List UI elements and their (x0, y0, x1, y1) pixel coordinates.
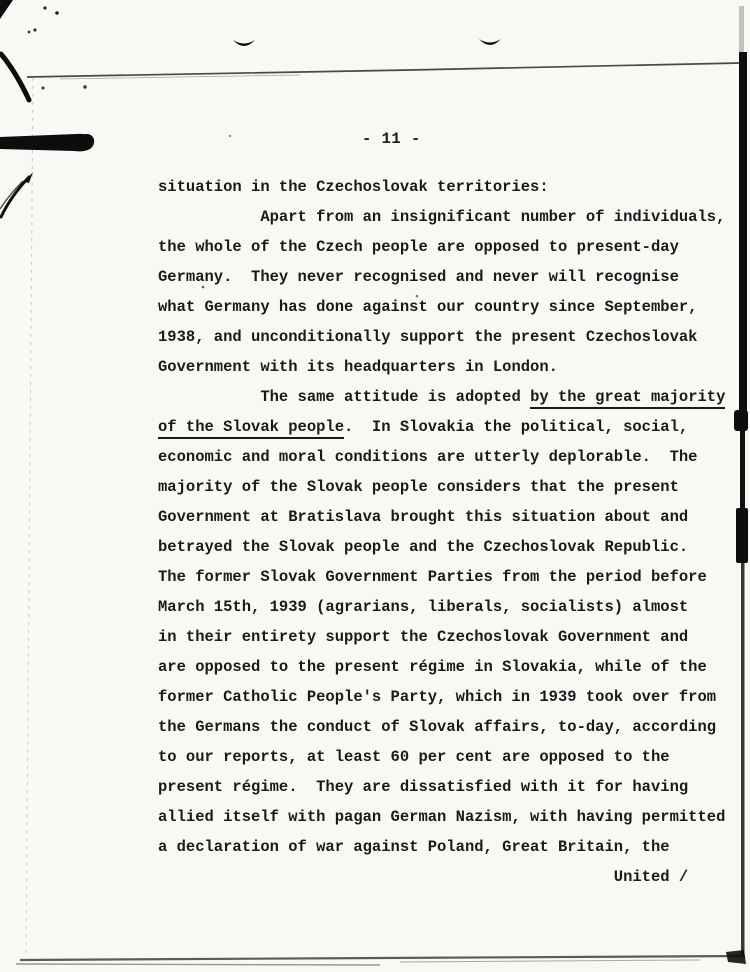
text-line (158, 742, 743, 772)
edge-stroke-mark (1, 54, 29, 100)
text-segment: betrayed the Slovak people and the Czechoslovak Republic. (158, 538, 689, 556)
text-line (158, 712, 743, 742)
text-segment: Government at Bratislava brought this situation about and (158, 508, 689, 526)
hook-mark (0, 181, 23, 209)
speck (33, 28, 36, 31)
binding-crescent-mark (233, 40, 255, 46)
text-segment: what Germany has done against our country since September, (158, 298, 698, 316)
bottom-scan-line (20, 956, 745, 960)
speck (42, 87, 45, 90)
speck (83, 85, 86, 88)
page-number: - 11 - (362, 130, 421, 148)
page-edge-line (26, 78, 33, 956)
fold-line (27, 63, 740, 77)
text-segment: Germany. They never recognised and never will recognise (158, 268, 679, 286)
text-segment: United / (158, 868, 689, 886)
speck (55, 11, 59, 15)
fold-line-shadow (60, 75, 300, 79)
ink-blob-mark (0, 134, 94, 151)
text-segment: economic and moral conditions are utterly deplorable. The (158, 448, 698, 466)
speck (229, 135, 231, 137)
corner-tear-mark (0, 0, 13, 19)
text-line (158, 382, 743, 412)
text-line (158, 472, 743, 502)
text-segment: Government with its headquarters in London. (158, 358, 558, 376)
text-segment: the Germans the conduct of Slovak affairs, to-day, according (158, 718, 717, 736)
text-line (158, 292, 743, 322)
underlined-text: of the Slovak people (158, 418, 344, 439)
text-segment: a declaration of war against Poland, Great Britain, the (158, 838, 670, 856)
text-segment: to our reports, at least 60 per cent are opposed to the (158, 748, 670, 766)
text-segment: majority of the Slovak people considers that the present (158, 478, 679, 496)
text-segment: . In Slovakia the political, social, (344, 418, 689, 436)
text-line (158, 352, 743, 382)
text-segment: 1938, and unconditionally support the present Czechoslovak (158, 328, 698, 346)
text-line (158, 802, 743, 832)
text-segment: are opposed to the present régime in Slovakia, while of the (158, 658, 707, 676)
text-line (158, 172, 743, 202)
text-segment: former Catholic People's Party, which in 1939 took over from (158, 688, 717, 706)
text-line (158, 412, 743, 442)
hook-tip (24, 172, 33, 183)
text-segment: present régime. They are dissatisfied with it for having (158, 778, 689, 796)
speck (28, 31, 31, 34)
binding-crescent-mark (479, 39, 501, 45)
edge-bar (739, 6, 744, 52)
bottom-corner-blob (726, 950, 746, 964)
text-segment: Apart from an insignificant number of individuals, (158, 208, 726, 226)
text-segment: allied itself with pagan German Nazism, with having permitted (158, 808, 726, 826)
text-line (158, 652, 743, 682)
text-line (158, 322, 743, 352)
text-line (158, 262, 743, 292)
bottom-scan-line (16, 964, 380, 965)
text-segment: The former Slovak Government Parties from the period before (158, 568, 707, 586)
text-line (158, 562, 743, 592)
text-line (158, 832, 743, 862)
text-line (158, 502, 743, 532)
ink-blob-mark (80, 134, 94, 148)
text-segment: in their entirety support the Czechoslovak Government and (158, 628, 689, 646)
hook-mark (1, 177, 29, 217)
text-body (158, 172, 743, 892)
text-segment: March 15th, 1939 (agrarians, liberals, socialists) almost (158, 598, 689, 616)
text-segment: The same attitude is adopted (158, 388, 531, 406)
text-line (158, 202, 743, 232)
text-line (158, 592, 743, 622)
text-segment: the whole of the Czech people are opposed to present-day (158, 238, 679, 256)
underlined-text: by the great majority (530, 388, 725, 409)
bottom-scan-line (400, 960, 700, 962)
text-line (158, 682, 743, 712)
speck (43, 6, 46, 9)
text-line (158, 532, 743, 562)
text-segment: situation in the Czechoslovak territories: (158, 178, 549, 196)
text-line (158, 622, 743, 652)
text-line (158, 862, 743, 892)
text-line (158, 232, 743, 262)
text-line (158, 772, 743, 802)
text-line (158, 442, 743, 472)
